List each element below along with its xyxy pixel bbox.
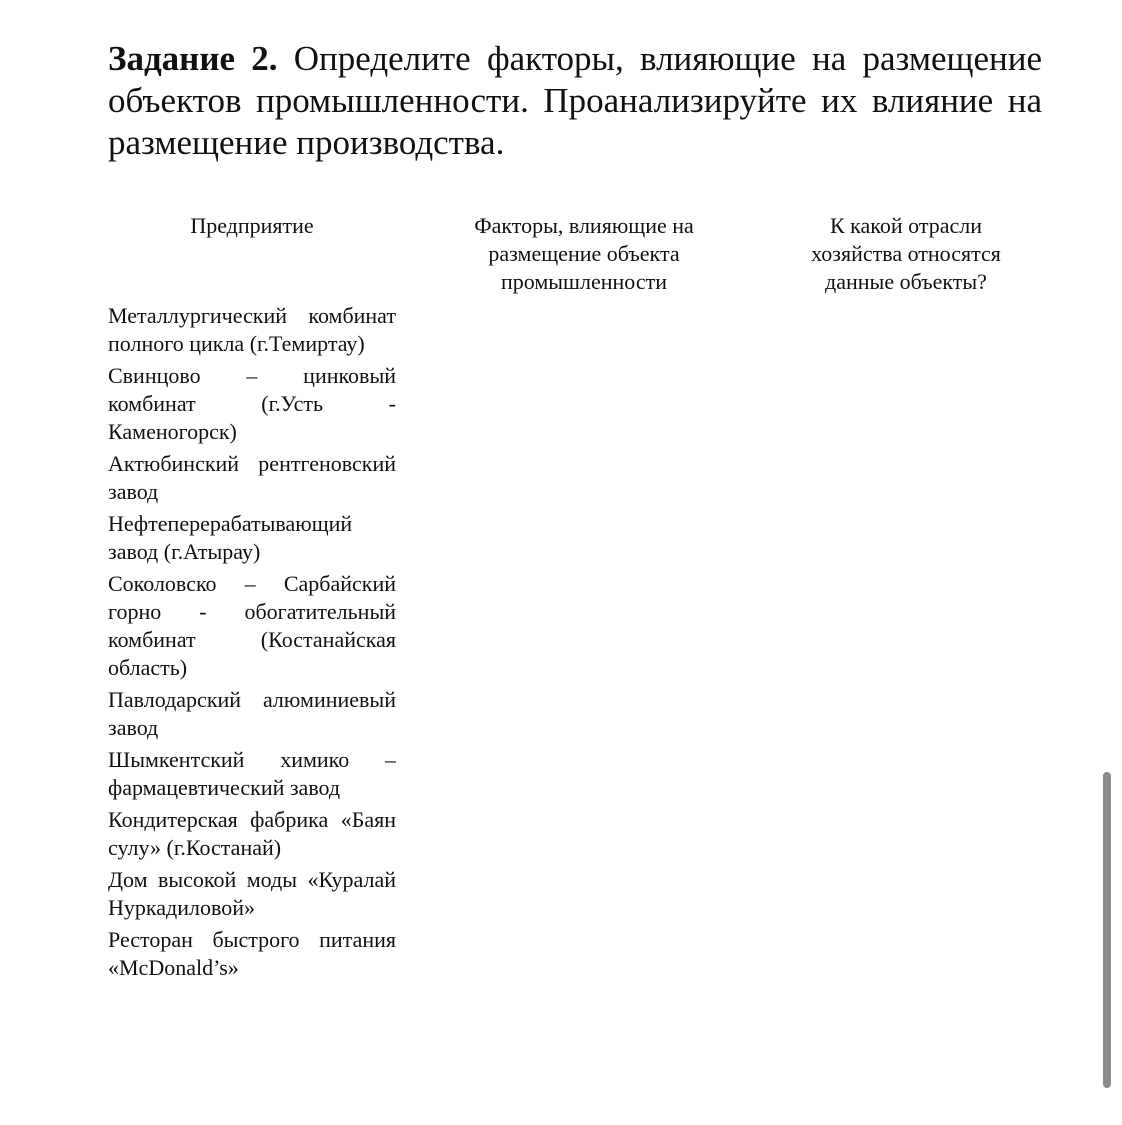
enterprise-row: Нефтеперерабатывающий завод (г.Атырау)	[108, 511, 353, 564]
task-text: Определите факторы, влияющие на размещение объектов промышленности. Проанализируйте их влияние на размещение производства.	[108, 39, 1042, 162]
enterprise-row: Актюбинский рентгеновский завод	[108, 451, 396, 504]
enterprise-row: Ресторан быстрого питания «McDonald’s»	[108, 927, 396, 980]
enterprise-list	[108, 302, 396, 986]
column-header-factors: Факторы, влияющие на размещение объекта промышленности	[474, 213, 694, 294]
enterprise-row: Шымкентский химико – фармацевтический завод	[108, 747, 396, 800]
task-label: Задание 2.	[108, 39, 278, 78]
column-header-enterprise: Предприятие	[190, 213, 314, 238]
column-header-industry: К какой отрасли хозяйства относятся данные объекты?	[811, 213, 1001, 294]
enterprise-row: Дом высокой моды «Куралай Нуркадиловой»	[108, 867, 396, 920]
enterprise-row: Соколовско – Сарбайский горно - обогатительный комбинат (Костанайская область)	[108, 571, 396, 680]
task-paragraph	[108, 38, 1042, 164]
enterprise-row: Металлургический комбинат полного цикла (г.Темиртау)	[108, 303, 396, 356]
scrollbar[interactable]	[1103, 772, 1111, 1088]
enterprise-row: Свинцово – цинковый комбинат (г.Усть - Каменогорск)	[108, 363, 396, 444]
enterprise-row: Кондитерская фабрика «Баян сулу» (г.Костанай)	[108, 807, 396, 860]
enterprise-row: Павлодарский алюминиевый завод	[108, 687, 396, 740]
